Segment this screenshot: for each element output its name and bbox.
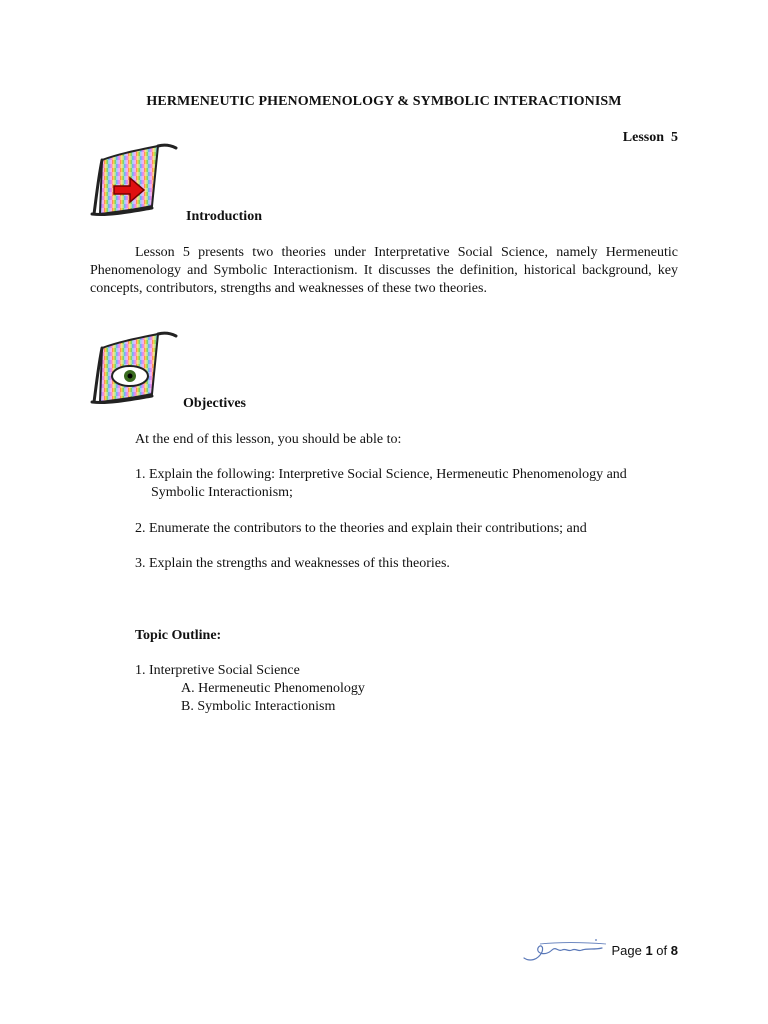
topic-outline-item: 1. Interpretive Social Science [135, 663, 300, 678]
topic-outline-subitem-a: A. Hermeneutic Phenomenology [181, 681, 365, 696]
objective-item-3: 3. Explain the strengths and weaknesses of this theories. [135, 556, 450, 571]
flag-eye-icon [88, 328, 180, 406]
flag-arrow-icon [88, 140, 180, 218]
of-word: of [656, 943, 668, 958]
page-footer [611, 943, 678, 958]
lesson-label: Lesson 5 [622, 130, 678, 145]
signature-mark [520, 934, 612, 971]
objectives-heading: Objectives [183, 396, 246, 411]
objective-item-1: 1. Explain the following: Interpretive Social Science, Hermeneutic Phenomenology and [135, 467, 627, 482]
document-title: HERMENEUTIC PHENOMENOLOGY & SYMBOLIC INTERACTIONISM [146, 94, 622, 109]
page-total: 8 [670, 943, 678, 958]
page-current: 1 [645, 943, 653, 958]
objective-item-2: 2. Enumerate the contributors to the theories and explain their contributions; and [135, 521, 587, 536]
objective-item-1-continued: Symbolic Interactionism; [151, 485, 293, 500]
introduction-paragraph: Lesson 5 presents two theories under Interpretative Social Science, namely Hermeneutic Phenomenology and Symbolic Interactionism. It discusses the definition, historical background, key concepts, contributors, strengths and weaknesses of these two theories. [90, 245, 678, 296]
topic-outline-subitem-b: B. Symbolic Interactionism [181, 699, 336, 714]
introduction-heading: Introduction [186, 209, 262, 224]
objectives-lead: At the end of this lesson, you should be able to: [135, 432, 402, 447]
topic-outline-heading: Topic Outline: [135, 628, 222, 643]
page-word: Page [611, 943, 642, 958]
